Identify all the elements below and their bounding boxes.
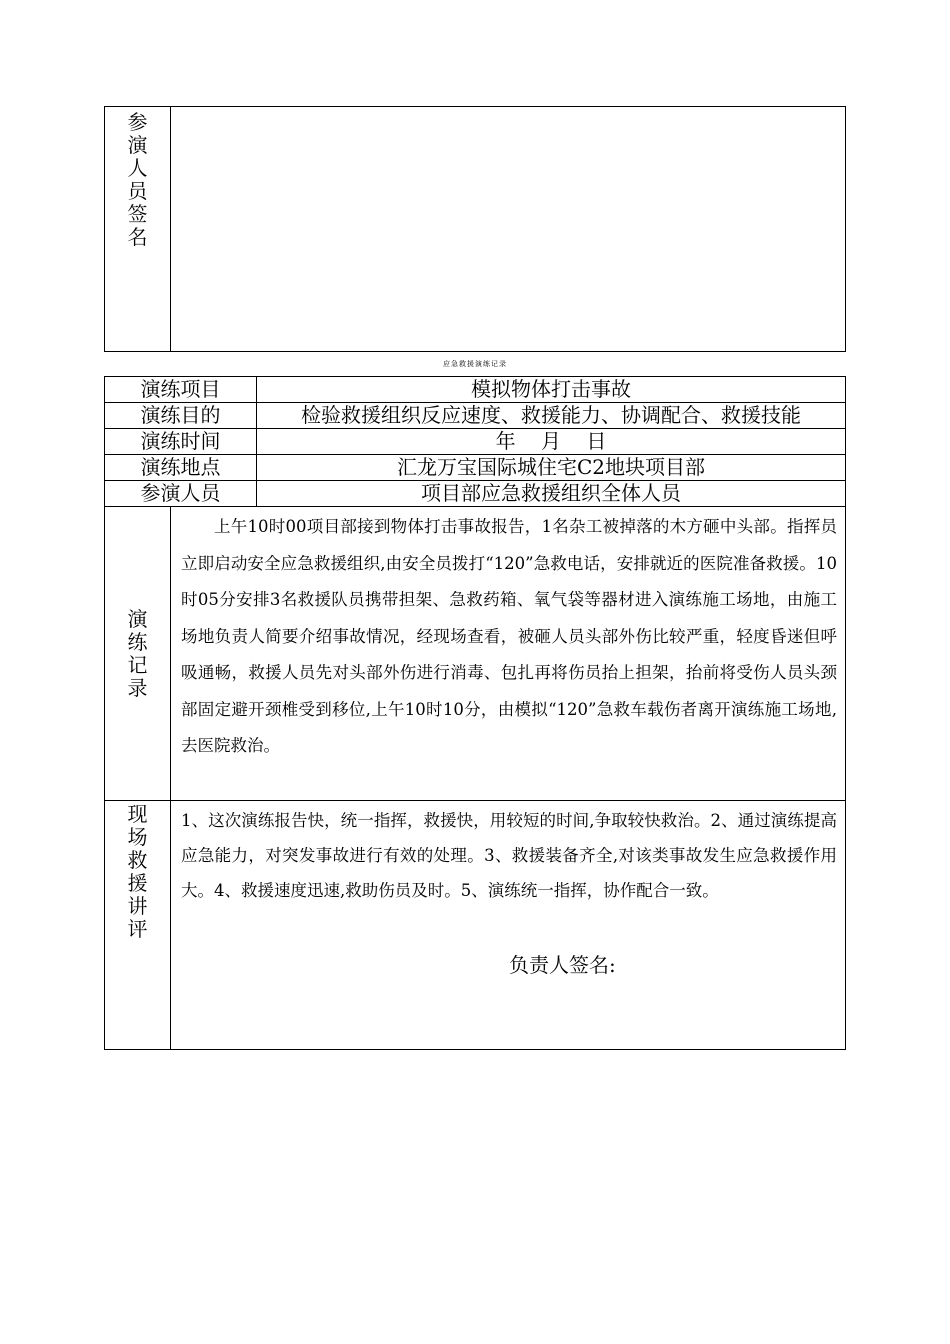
info-value: 检验救援组织反应速度、救援能力、协调配合、救援技能 [301,403,801,427]
drill-record-label: 演练记录 [127,606,148,700]
info-row-purpose [105,403,845,429]
review-label-cell [105,801,171,1049]
drill-record-table [104,376,846,1050]
drill-record-label-cell [105,507,171,800]
info-row-location [105,455,845,481]
signature-label: 参演人员签名 [127,110,148,249]
record-title: 应急救援演练记录 [443,360,507,368]
info-label: 参演人员 [105,481,257,506]
info-label: 演练地点 [105,455,257,480]
signature-area[interactable] [171,107,845,351]
info-label: 演练目的 [105,403,257,428]
info-row-project [105,377,845,403]
review-row [105,801,845,1049]
drill-record-text: 上午10时00项目部接到物体打击事故报告，1名杂工被掉落的木方砸中头部。指挥员立即启动安全应急救援组织,由安全员拨打“120”急救电话，安排就近的医院准备救援。10时05分安排3名救援队员携带担架、急救药箱、氧气袋等器材进入演练施工场地，由施工场地负责人简要介绍事故情况，经现场查看，被砸人员头部外伤比较严重，轻度昏迷但呼吸通畅，救援人员先对头部外伤进行消毒、包扎再将伤员抬上担架，抬前将受伤人员头颈部固定避开颈椎受到移位,上午10时10分，由模拟“120”急救车载伤者离开演练施工场地,去医院救治。 [181,517,837,755]
info-value: 年 月 日 [495,429,607,453]
signature-label-cell [105,107,171,351]
info-label: 演练项目 [105,377,257,402]
review-text: 1、这次演练报告快，统一指挥，救援快，用较短的时间,争取较快救治。2、通过演练提高应急能力，对突发事故进行有效的处理。3、救援装备齐全,对该类事故发生应急救援作用大。4、救援速度迅速,救助伤员及时。5、演练统一指挥，协作配合一致。 [181,811,837,900]
info-value: 汇龙万宝国际城住宅C2地块项目部 [396,455,706,479]
info-value: 项目部应急救援组织全体人员 [421,481,681,505]
signature-table [104,106,846,352]
drill-record-row [105,507,845,801]
info-value: 模拟物体打击事故 [471,377,631,401]
signer-label: 负责人签名: [509,953,616,977]
info-row-time [105,429,845,455]
info-row-participants [105,481,845,507]
review-label: 现场救援讲评 [127,802,148,941]
info-label: 演练时间 [105,429,257,454]
